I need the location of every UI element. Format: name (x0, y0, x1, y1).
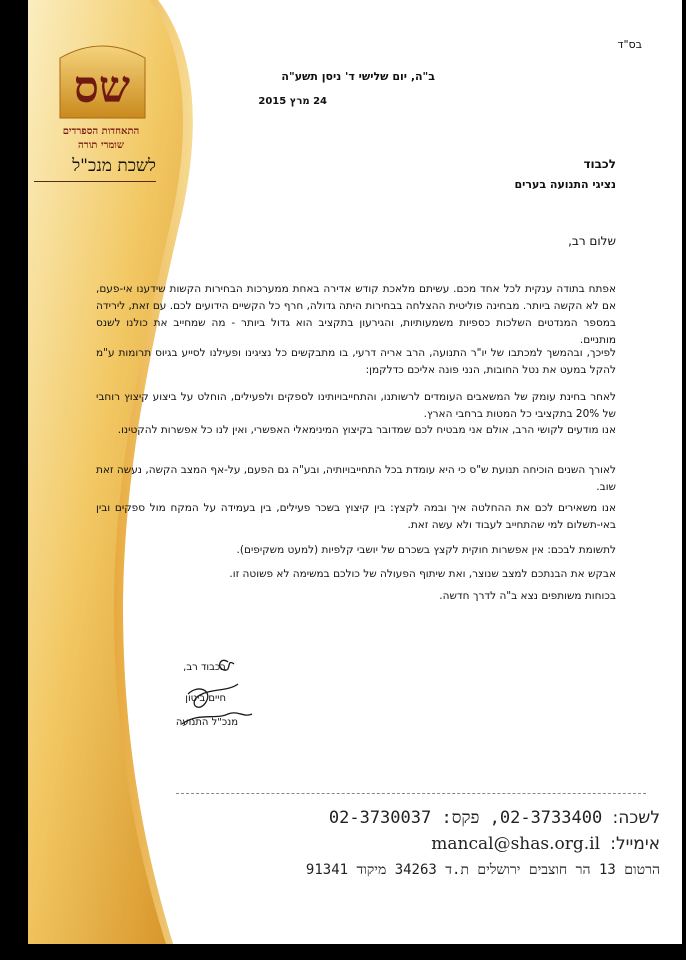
greeting: שלום רב, (568, 234, 616, 248)
office-phones: 02-3733400, פקס: 02-3730037 (328, 808, 603, 828)
office-title: לשכת מנכ"ל (72, 156, 156, 176)
shas-logo (50, 40, 155, 122)
bs-mark: בס"ד (617, 38, 642, 51)
footer-divider (176, 793, 646, 794)
gregorian-date: 24 מרץ 2015 (258, 96, 327, 107)
email-label: אימייל: (610, 834, 660, 854)
body-paragraph: לפיכך, ובהמשך למכתבו של יו"ר התנועה, הרב אריה דרעי, בו מתבקשים כל נציגינו ופעילנו לסייע בגיוס תרומות ע"מ להקל במעט את נטל החובות, הנני פונה אליכם כדלקמן: (96, 347, 616, 376)
footer-phones (329, 808, 660, 828)
signer-title: מנכ"ל התנועה (175, 717, 238, 728)
addressee-name: נציגי התנועה בערים (514, 178, 616, 191)
body-paragraph: לתשומת לבכם: אין אפשרות חוקית לקצץ בשכרם של יושבי קלפיות (למעט משקיפים). (236, 544, 616, 556)
body-paragraph: אנו משאירים לכם את ההחלטה איך ובמה לקצץ: בין קיצוץ בשכר פעילים, בין בעמידה על המקח מול ספקים ובין באי-תשלום למי שהתחייב לעבוד ולא עשה זאת. (96, 502, 616, 531)
org-name-line1: התאחדות הספרדים (62, 126, 140, 137)
org-name-line2: שומרי תורה (78, 140, 124, 151)
body-paragraph: לאחר בחינת עומק של המשאבים העומדים לרשותנו, והתחייבויותינו לספקים ולפעילים, הוחלט על ביצוע קיצוץ רוחבי של 20% בתקציבי כל המטות ברחבי הארץ. (96, 391, 616, 420)
body-paragraph: לאורך השנים הוכיחה תנועת ש"ס כי היא עומדת בכל התחייבויותיה, ובע"ה גם הפעם, על-אף המצב הקשה, נעשה זאת שוב. (96, 464, 616, 493)
footer-address: הרטום 13 הר חוצבים ירושלים ת.ד 34263 מיקוד 91341 (305, 862, 660, 878)
footer-email (431, 834, 660, 854)
email-link[interactable]: mancal@shas.org.il (431, 834, 601, 854)
letter-page (28, 0, 682, 944)
body-paragraph: אפתח בתודה ענקית לכל אחד מכם. עשיתם מלאכת קודש אדירה באחת ממערכות הבחירות הקשות שידענו אי-פעם, אם לא הקשה ביותר. מבחינה פוליטית ההצלחה בבחירות היתה גדולה, חרף כל הקשיים הידועים לכם. עם זאת, לירידה במספר המנדטים השלכות כספיות משמעותיות, והגירעון בתקציב הוא גדול ביותר - מה שמחייב את כולנו לשנס מותניים. (96, 283, 616, 346)
hebrew-date: ב"ה, יום שלישי ד' ניסן תשע"ה (281, 70, 435, 83)
addressee-honorific: לכבוד (583, 157, 616, 171)
logo-lettering: שס (73, 62, 131, 113)
body-paragraph: אבקש את הבנתכם למצב שנוצר, ואת שיתוף הפעולה של כולכם במשימה לא פשוטה זו. (229, 568, 616, 580)
signer-name: חיים ביטון (185, 693, 226, 704)
signature-closing: בכבוד רב, (183, 662, 226, 673)
body-paragraph: בכוחות משותפים נצא ב"ה לדרך חדשה. (439, 590, 616, 602)
body-paragraph: אנו מודעים לקושי הרב, אולם אני מבטיח לכם שמדובר בקיצוץ המינימאלי האפשרי, ואין לנו כל אפשרות להקטינו. (117, 424, 616, 436)
logo-divider (34, 181, 156, 182)
office-label: לשכה: (612, 808, 660, 828)
